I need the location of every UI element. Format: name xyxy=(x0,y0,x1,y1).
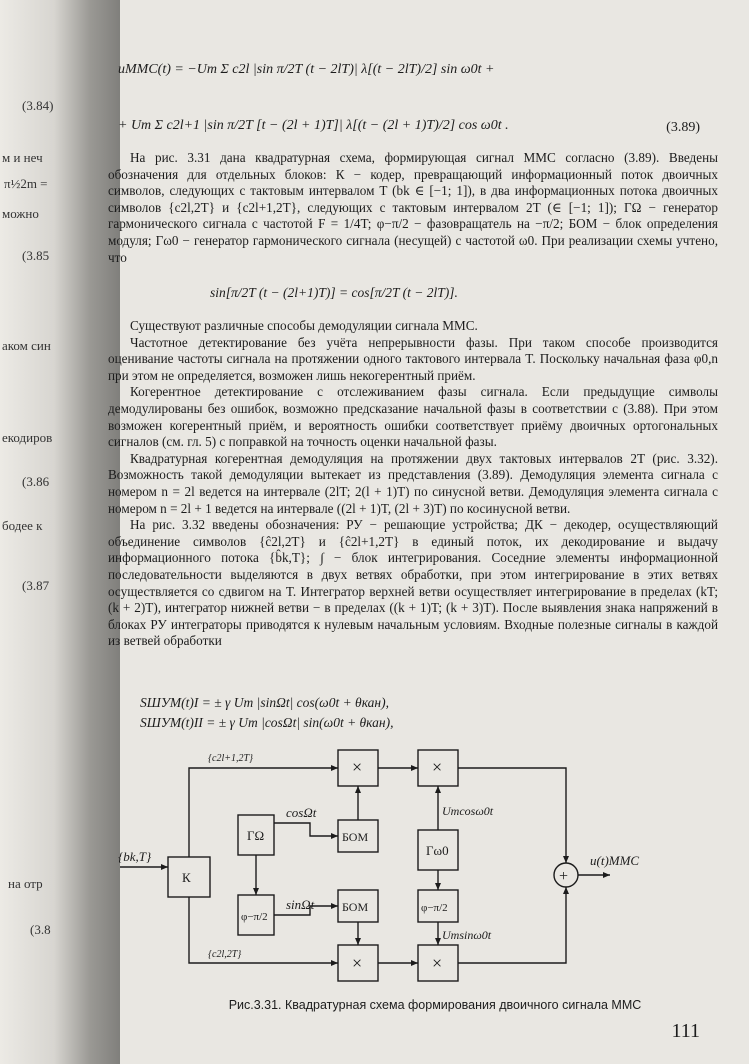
bom-top-label: БОМ xyxy=(342,830,369,844)
paragraph-2: Существуют различные способы демодуляции сигнала ММС. xyxy=(130,318,478,333)
margin-fragment: на отр xyxy=(8,876,43,891)
margin-fragment: можно xyxy=(2,206,39,221)
equation-line-1: uММС(t) = −Um Σ c2l |sin π/2T (t − 2lT)| λ[(t − 2lT)/2] sin ω0t + xyxy=(118,62,495,77)
upper-stream-label: {c2l+1,2T} xyxy=(208,753,254,764)
figure-caption: Рис.3.31. Квадратурная схема формирования двоичного сигнала ММС xyxy=(228,998,642,1012)
cos-omega-label: cosΩt xyxy=(286,805,317,820)
paragraph-1: На рис. 3.31 дана квадратурная схема, формирующая сигнал ММС согласно (3.89). Введены обозначения для отдельных блоков: К − кодер, превращающий информационный поток двоичных символов, следующих с тактовым интервалом T (bk ∈ [−1; 1]), в два информационных потока двоичных символов {c2l,2T} и {c2l+1,2T}, следующих с тактовым интервалом 2T (∈ [−1; 1]); ГΩ − генератор гармонического сигнала с частотой F = 1/4T; φ−π/2 − фазовращатель на −π/2; БОМ − блок определения модуля; Гω0 − генератор гармонического сигнала (несущей) с частотой ω0. При реализации схемы учтено, что xyxy=(108,150,718,265)
paragraph-3: Частотное детектирование без учёта непрерывности фазы. При таком способе производится оценивание частоты сигнала на протяжении одного тактового интервала T. Поскольку начальная фаза φ0,n при этом не определяется, возможен лишь некогерентный приём. xyxy=(108,334,718,383)
block-diagram xyxy=(90,745,690,985)
margin-fragment: π½2m = xyxy=(4,176,48,191)
sin-omega-label: sinΩt xyxy=(286,897,315,912)
paragraph-6: На рис. 3.32 введены обозначения: РУ − решающие устройства; ДК − декодер, осуществляющий объединение символов {ĉ2l,2T} и {ĉ2l+1,2T} в единый поток, их декодирование и выдачу информационного потока {b̂k,T}; ∫ − блок интегрирования. Соседние элементы информационной последовательности выделяются в двух ветвях обработки, при этом интегрирование в этих ветвях осуществляется со сдвигом на T. Интегратор верхней ветви осуществляет интегрирование в пределах (kT; (k + 2)T), интегратор нижней ветви − в пределах ((k + 1)T; (k + 3)T). После выявления знака напряжений в блоках РУ интеграторы приводятся к нулевым начальным условиям. Входные полезные сигналы в каждой из ветвей обработки xyxy=(108,517,718,649)
identity-formula: sin[π/2T (t − (2l+1)T)] = cos[π/2T (t − 2lT)]. xyxy=(210,285,458,300)
margin-eq-386: (3.86 xyxy=(22,474,50,489)
multiply-symbol: × xyxy=(432,757,443,777)
coder-label: К xyxy=(182,870,191,885)
sum-symbol: + xyxy=(559,868,569,885)
carrier-generator-label: Γω0 xyxy=(426,843,449,858)
margin-fragment: м и неч xyxy=(2,150,43,165)
book-page xyxy=(90,0,740,1064)
phase-shift-label-left: φ−π/2 xyxy=(241,911,268,923)
margin-eq-388: (3.8 xyxy=(30,922,51,937)
um-sin-label: Umsinω0t xyxy=(442,928,492,942)
output-label: u(t)ММС xyxy=(590,853,640,868)
paragraph-5: Квадратурная когерентная демодуляция на протяжении двух тактовых интервалов 2T (рис. 3.32). Возможность такой демодуляции вытекает из представления (3.89). Демодуляция элемента сигнала с номером n = 2l ведется на интервале (2lT; 2(l + 1)T) по синусной ветви. Демодуляция элемента сигнала с номером n = 2l + 1 ведется на интервале ((2l + 1)T, (2l + 3)T) по косинусной ветви. xyxy=(108,450,718,516)
page-number: 111 xyxy=(671,1020,700,1042)
equation-number: (3.89) xyxy=(666,120,700,135)
text-block-1 xyxy=(108,150,718,266)
margin-fragment: аком син xyxy=(2,338,51,353)
um-cos-label: Umcosω0t xyxy=(442,804,494,818)
margin-eq-384: (3.84) xyxy=(22,98,54,113)
margin-fragment: екодиров xyxy=(2,430,53,445)
multiply-symbol: × xyxy=(352,757,363,777)
margin-eq-387: (3.87 xyxy=(22,578,50,593)
multiply-symbol: × xyxy=(432,953,443,973)
lower-stream-label: {c2l,2T} xyxy=(208,949,242,960)
signal-formula-1: SШУМ(t)I = ± γ Um |sinΩt| cos(ω0t + θкан), xyxy=(140,695,389,710)
text-block-2 xyxy=(108,318,718,650)
phase-shift-label-right: φ−π/2 xyxy=(421,902,448,914)
paragraph-4: Когерентное детектирование с отслеживанием фазы сигнала. Если предыдущие символы демодулированы без ошибок, возможно предсказание начальной фазы в соответствии с (3.88). При этом возможен когерентный приём, и вероятность ошибки соответствует приёму двоичных ортогональных сигналов (см. гл. 5) с поправкой на точность оценки начальной фазы. xyxy=(108,384,718,450)
omega-generator-label: ΓΩ xyxy=(247,828,265,843)
multiply-symbol: × xyxy=(352,953,363,973)
margin-eq-385: (3.85 xyxy=(22,248,50,263)
signal-formula-2: SШУМ(t)II = ± γ Um |cosΩt| sin(ω0t + θкан), xyxy=(140,715,394,730)
input-label: {bk,T} xyxy=(118,849,152,864)
bom-bottom-label: БОМ xyxy=(342,900,369,914)
equation-line-2: + Um Σ c2l+1 |sin π/2T [t − (2l + 1)T]| λ[(t − (2l + 1)T)/2] cos ω0t . xyxy=(118,118,509,133)
margin-fragment: бодее к xyxy=(2,518,43,533)
